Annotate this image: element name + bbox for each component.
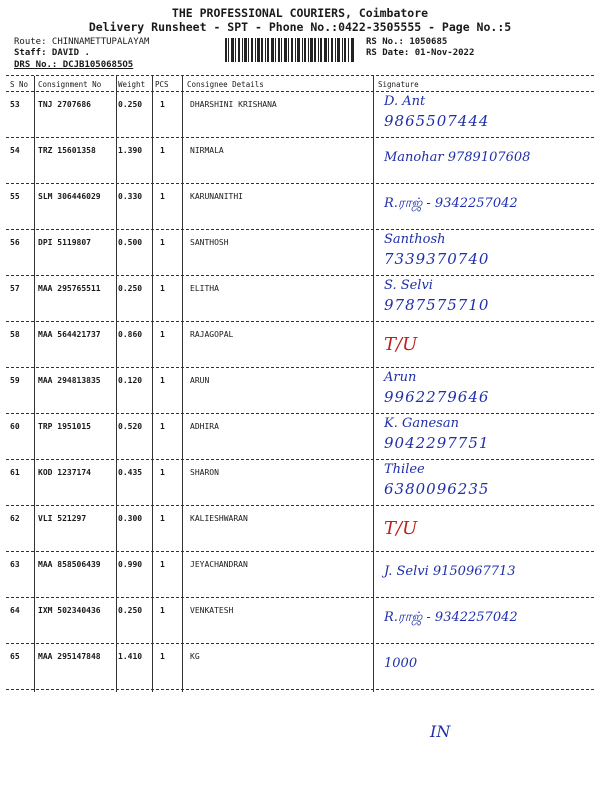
row-consignee-name: KARUNANITHI bbox=[190, 192, 243, 201]
row-weight: 0.330 bbox=[118, 192, 143, 201]
row-sno: 57 bbox=[10, 284, 20, 293]
row-weight: 0.435 bbox=[118, 468, 143, 477]
footer-note: IN bbox=[430, 722, 451, 741]
row-sno: 59 bbox=[10, 376, 20, 385]
row-consignment-no: VLI 521297 bbox=[38, 514, 87, 523]
row-signature-phone: 9962279646 bbox=[384, 388, 490, 406]
row-consignee-name: ARUN bbox=[190, 376, 210, 385]
row-signature: Arun bbox=[384, 370, 417, 385]
row-separator bbox=[6, 689, 594, 690]
row-consignment-no: TNJ 2707686 bbox=[38, 100, 91, 109]
staff-label: Staff: DAVID . bbox=[14, 48, 90, 58]
row-signature: R.ராஜ் - 9342257042 bbox=[384, 196, 518, 211]
row-sno: 64 bbox=[10, 606, 20, 615]
row-consignment-no: TRZ 15601358 bbox=[38, 146, 96, 155]
row-weight: 0.860 bbox=[118, 330, 143, 339]
row-pcs: 1 bbox=[160, 100, 165, 109]
row-signature: K. Ganesan bbox=[384, 416, 459, 431]
row-consignment-no: TRP 1951015 bbox=[38, 422, 91, 431]
row-pcs: 1 bbox=[160, 560, 165, 569]
row-sno: 56 bbox=[10, 238, 20, 247]
row-consignment-no: IXM 502340436 bbox=[38, 606, 101, 615]
row-consignment-no: DPI 5119807 bbox=[38, 238, 91, 247]
col-divider bbox=[182, 76, 183, 692]
row-separator bbox=[6, 229, 594, 230]
row-signature: S. Selvi bbox=[384, 278, 433, 293]
row-sno: 58 bbox=[10, 330, 20, 339]
row-consignee-name: RAJAGOPAL bbox=[190, 330, 234, 339]
row-consignee-name: KG bbox=[190, 652, 200, 661]
row-signature-phone: 6380096235 bbox=[384, 480, 490, 498]
row-separator bbox=[6, 183, 594, 184]
row-weight: 0.250 bbox=[118, 284, 143, 293]
row-pcs: 1 bbox=[160, 192, 165, 201]
row-pcs: 1 bbox=[160, 146, 165, 155]
rs-date: RS Date: 01-Nov-2022 bbox=[366, 48, 475, 58]
row-pcs: 1 bbox=[160, 468, 165, 477]
row-pcs: 1 bbox=[160, 652, 165, 661]
row-consignee-name: ADHIRA bbox=[190, 422, 219, 431]
col-header-weight: Weight bbox=[118, 80, 146, 89]
row-signature: Thilee bbox=[384, 462, 425, 477]
row-sno: 55 bbox=[10, 192, 20, 201]
row-separator bbox=[6, 551, 594, 552]
row-signature: J. Selvi 9150967713 bbox=[384, 564, 516, 579]
row-sno: 65 bbox=[10, 652, 20, 661]
row-signature-phone: 7339370740 bbox=[384, 250, 490, 268]
row-consignment-no: MAA 564421737 bbox=[38, 330, 101, 339]
row-pcs: 1 bbox=[160, 330, 165, 339]
row-consignee-name: KALIESHWARAN bbox=[190, 514, 248, 523]
row-consignment-no: MAA 295147848 bbox=[38, 652, 101, 661]
row-sno: 60 bbox=[10, 422, 20, 431]
row-sno: 54 bbox=[10, 146, 20, 155]
row-signature-phone: 9787575710 bbox=[384, 296, 490, 314]
col-header-consignment: Consignment No bbox=[38, 80, 102, 89]
row-consignment-no: SLM 306446029 bbox=[38, 192, 101, 201]
row-signature: T/U bbox=[384, 518, 418, 539]
row-consignee-name: JEYACHANDRAN bbox=[190, 560, 248, 569]
row-consignee-name: VENKATESH bbox=[190, 606, 234, 615]
row-consignee-name: ELITHA bbox=[190, 284, 219, 293]
row-pcs: 1 bbox=[160, 606, 165, 615]
row-separator bbox=[6, 367, 594, 368]
row-signature: 1000 bbox=[384, 656, 418, 671]
drs-number: DRS No.: DCJB1050685O5 bbox=[14, 60, 134, 70]
runsheet-title: THE PROFESSIONAL COURIERS, Coimbatore bbox=[171, 6, 429, 20]
row-weight: 0.990 bbox=[118, 560, 143, 569]
barcode bbox=[225, 38, 355, 62]
row-weight: 0.120 bbox=[118, 376, 143, 385]
col-header-consignee: Consignee Details bbox=[187, 80, 264, 89]
row-sno: 61 bbox=[10, 468, 20, 477]
row-separator bbox=[6, 137, 594, 138]
route-label: Route: CHINNAMETTUPALAYAM bbox=[14, 37, 150, 47]
row-consignment-no: KOD 1237174 bbox=[38, 468, 91, 477]
row-consignment-no: MAA 294813835 bbox=[38, 376, 101, 385]
row-separator bbox=[6, 321, 594, 322]
col-divider bbox=[152, 76, 153, 692]
table-top-rule bbox=[6, 75, 594, 76]
row-consignment-no: MAA 858506439 bbox=[38, 560, 101, 569]
row-signature-phone: 9042297751 bbox=[384, 434, 490, 452]
rs-number: RS No.: 1050685 bbox=[366, 37, 448, 47]
col-header-signature: Signature bbox=[378, 80, 419, 89]
row-signature: R.ராஜ் - 9342257042 bbox=[384, 610, 518, 625]
row-separator bbox=[6, 597, 594, 598]
row-separator bbox=[6, 643, 594, 644]
row-consignee-name: DHARSHINI KRISHANA bbox=[190, 100, 277, 109]
row-weight: 0.250 bbox=[118, 100, 143, 109]
row-consignment-no: MAA 295765511 bbox=[38, 284, 101, 293]
row-separator bbox=[6, 275, 594, 276]
row-pcs: 1 bbox=[160, 422, 165, 431]
row-separator bbox=[6, 505, 594, 506]
row-consignee-name: SHARON bbox=[190, 468, 219, 477]
row-sno: 62 bbox=[10, 514, 20, 523]
row-weight: 1.410 bbox=[118, 652, 143, 661]
row-weight: 0.520 bbox=[118, 422, 143, 431]
row-signature: Santhosh bbox=[384, 232, 446, 247]
row-weight: 0.250 bbox=[118, 606, 143, 615]
table-header-rule bbox=[6, 91, 594, 92]
row-sno: 63 bbox=[10, 560, 20, 569]
col-divider bbox=[116, 76, 117, 692]
row-signature-phone: 9865507444 bbox=[384, 112, 490, 130]
row-pcs: 1 bbox=[160, 238, 165, 247]
row-weight: 1.390 bbox=[118, 146, 143, 155]
row-signature: Manohar 9789107608 bbox=[384, 150, 531, 165]
row-consignee-name: SANTHOSH bbox=[190, 238, 229, 247]
col-divider bbox=[34, 76, 35, 692]
row-signature: D. Ant bbox=[384, 94, 426, 109]
col-header-sno: S No bbox=[10, 80, 29, 89]
row-pcs: 1 bbox=[160, 284, 165, 293]
row-pcs: 1 bbox=[160, 514, 165, 523]
row-signature: T/U bbox=[384, 334, 418, 355]
row-sno: 53 bbox=[10, 100, 20, 109]
row-weight: 0.500 bbox=[118, 238, 143, 247]
row-consignee-name: NIRMALA bbox=[190, 146, 224, 155]
row-separator bbox=[6, 413, 594, 414]
row-weight: 0.300 bbox=[118, 514, 143, 523]
col-divider bbox=[373, 76, 374, 692]
runsheet-subtitle: Delivery Runsheet - SPT - Phone No.:0422-3505555 - Page No.:5 bbox=[88, 20, 512, 34]
col-header-pcs: PCS bbox=[155, 80, 169, 89]
row-pcs: 1 bbox=[160, 376, 165, 385]
row-separator bbox=[6, 459, 594, 460]
